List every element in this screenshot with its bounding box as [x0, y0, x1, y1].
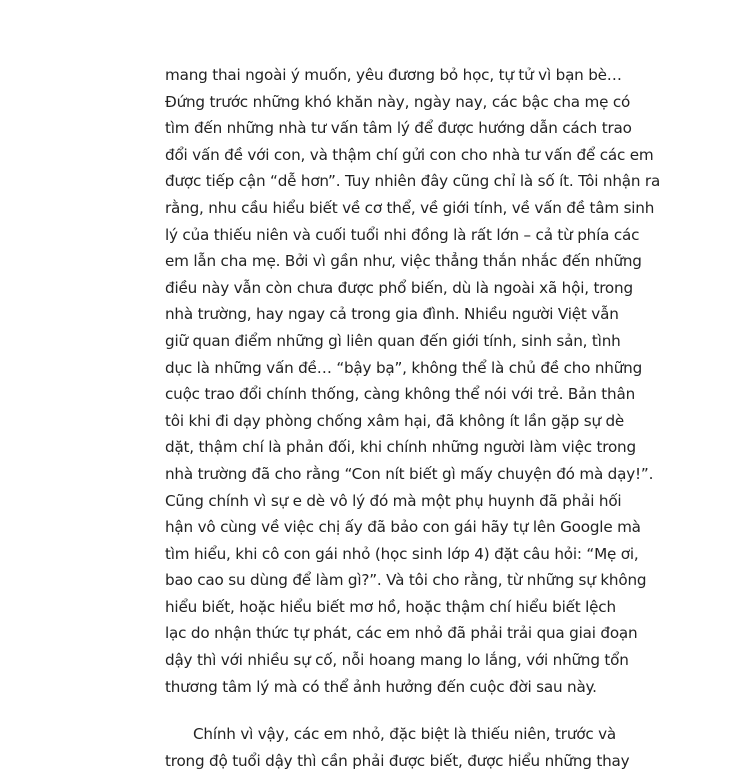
paragraph-1 — [165, 62, 661, 700]
text-line: tìm hiểu, khi cô con gái nhỏ (học sinh lớp 4) đặt câu hỏi: “Mẹ ơi, — [165, 544, 639, 563]
text-line: dậy thì với nhiều sự cố, nỗi hoang mang lo lắng, với những tổn — [165, 651, 629, 670]
text-line: trong độ tuổi dậy thì cần phải được biết, được hiểu những thay — [165, 751, 630, 770]
paragraph-spacer — [165, 700, 585, 721]
text-line: đổi vấn đề với con, và thậm chí gửi con cho nhà tư vấn để các em — [165, 145, 654, 164]
text-line: nhà trường đã cho rằng “Con nít biết gì mấy chuyện đó mà dạy!”. — [165, 464, 654, 483]
text-line: điều này vẫn còn chưa được phổ biến, dù là ngoài xã hội, trong — [165, 278, 633, 297]
text-line: thương tâm lý mà có thể ảnh hưởng đến cuộc đời sau này. — [165, 677, 597, 696]
text-line: hiểu biết, hoặc hiểu biết mơ hồ, hoặc thậm chí hiểu biết lệch — [165, 597, 616, 616]
text-line: rằng, nhu cầu hiểu biết về cơ thể, về giới tính, về vấn đề tâm sinh — [165, 198, 655, 217]
text-line: hận vô cùng về việc chị ấy đã bảo con gái hãy tự lên Google mà — [165, 518, 641, 537]
text-line: dục là những vấn đề… “bậy bạ”, không thể là chủ đề cho những — [165, 358, 643, 377]
body-text — [165, 62, 661, 774]
text-line: dặt, thậm chí là phản đối, khi chính những người làm việc trong — [165, 438, 636, 457]
text-line: em lẫn cha mẹ. Bởi vì gần như, việc thẳng thắn nhắc đến những — [165, 252, 642, 271]
text-line: lạc do nhận thức tự phát, các em nhỏ đã phải trải qua giai đoạn — [165, 624, 638, 643]
text-line: Đứng trước những khó khăn này, ngày nay, các bậc cha mẹ có — [165, 92, 631, 111]
paragraph-2 — [165, 721, 630, 774]
text-line: nhà trường, hay ngay cả trong gia đình. Nhiều người Việt vẫn — [165, 305, 619, 324]
text-line: Cũng chính vì sự e dè vô lý đó mà một phụ huynh đã phải hối — [165, 491, 622, 510]
text-line: mang thai ngoài ý muốn, yêu đương bỏ học, tự tử vì bạn bè… — [165, 66, 622, 84]
text-line: tôi khi đi dạy phòng chống xâm hại, đã không ít lần gặp sự dè — [165, 411, 625, 430]
text-line: tìm đến những nhà tư vấn tâm lý để được hướng dẫn cách trao — [165, 119, 632, 138]
text-line: giữ quan điểm những gì liên quan đến giới tính, sinh sản, tình — [165, 331, 621, 350]
text-line: cuộc trao đổi chính thống, càng không thể nói với trẻ. Bản thân — [165, 385, 636, 404]
text-line: Chính vì vậy, các em nhỏ, đặc biệt là thiếu niên, trước và — [193, 725, 617, 744]
text-line: lý của thiếu niên và cuối tuổi nhi đồng là rất lớn – cả từ phía các — [165, 225, 640, 244]
text-line: được tiếp cận “dễ hơn”. Tuy nhiên đây cũng chỉ là số ít. Tôi nhận ra — [165, 172, 661, 191]
text-line: bao cao su dùng để làm gì?”. Và tôi cho rằng, từ những sự không — [165, 571, 647, 590]
